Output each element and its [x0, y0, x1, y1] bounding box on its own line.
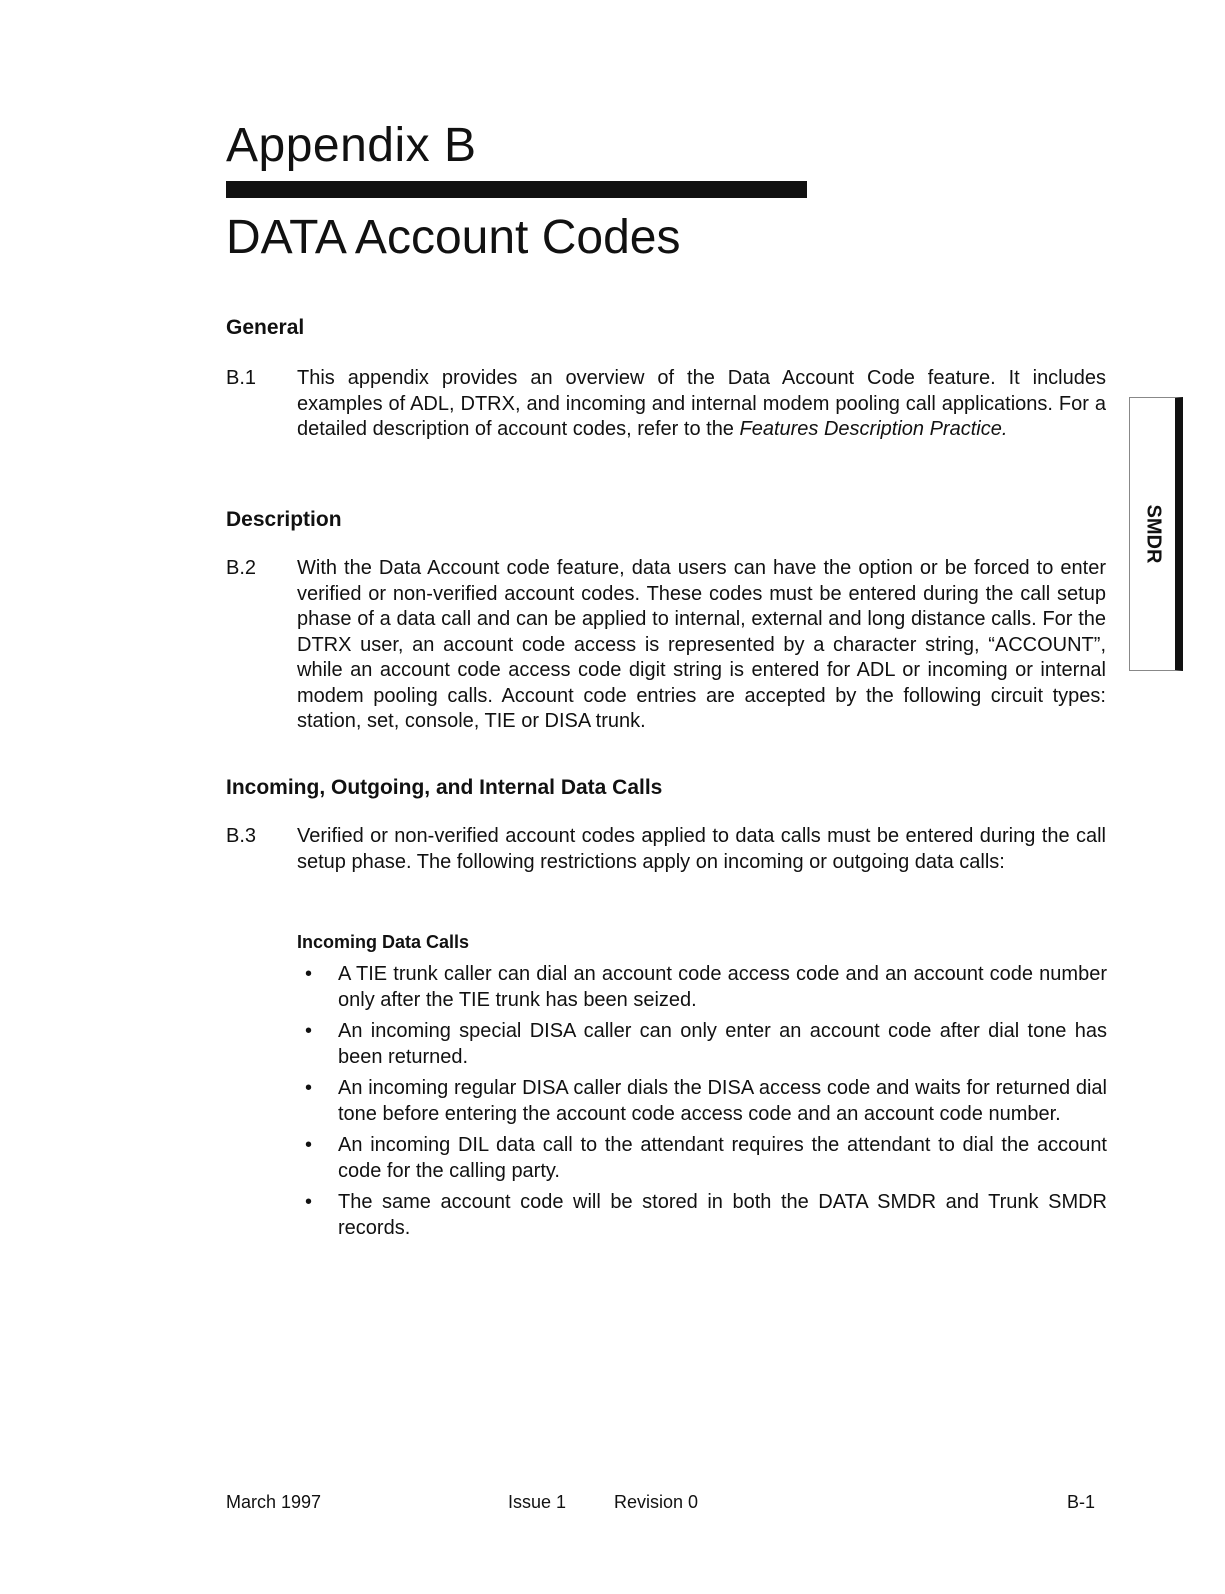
list-item: • The same account code will be stored in both the DATA SMDR and Trunk SMDR records.	[305, 1191, 1107, 1239]
list-item: • An incoming DIL data call to the attendant requires the attendant to dial the account code for the calling party.	[305, 1134, 1107, 1182]
paragraph-number: B.2	[226, 557, 257, 579]
paragraph-text: With the Data Account code feature, data users can have the option or be forced to enter verified or non-verified account codes. These codes must be entered during the call setup phase of a data call and can be applied to internal, external and long distance calls. For the DTRX user, an account code access is represented by a character string, “ACCOUNT”, while an account code access code digit string is entered for ADL or incoming or internal modem pooling calls. Account code entries are accepted by the following circuit types: station, set, console, TIE or DISA trunk.	[297, 557, 1106, 732]
bullet-icon: •	[305, 1020, 313, 1042]
footer-page-number: B-1	[1067, 1492, 1096, 1512]
paragraph-number: B.1	[226, 367, 257, 389]
section-heading-general: General	[226, 316, 305, 339]
footer-revision: Revision 0	[614, 1492, 699, 1512]
paragraph-b1	[226, 366, 1106, 443]
bullet-icon: •	[305, 1191, 313, 1213]
footer-issue: Issue 1	[508, 1492, 567, 1512]
side-tab-label: SMDR	[1142, 504, 1164, 564]
appendix-label: Appendix B	[226, 119, 477, 172]
bullet-icon: •	[305, 963, 313, 985]
subheading-incoming-data-calls: Incoming Data Calls	[297, 932, 470, 952]
section-heading-data-calls: Incoming, Outgoing, and Internal Data Calls	[226, 776, 663, 799]
paragraph-b3	[226, 824, 1106, 875]
footer-date: March 1997	[226, 1492, 322, 1512]
side-tab-smdr	[1129, 397, 1183, 671]
title-rule	[226, 181, 807, 198]
paragraph-text: Verified or non-verified account codes applied to data calls must be entered during the call setup phase. The following restrictions apply on incoming or outgoing data calls:	[297, 825, 1106, 873]
features-description-reference: Features Description Practice.	[739, 418, 1008, 440]
bullet-icon: •	[305, 1077, 313, 1099]
list-item: • An incoming special DISA caller can only enter an account code after dial tone has been returned.	[305, 1020, 1107, 1068]
list-item: • A TIE trunk caller can dial an account code access code and an account code number only after the TIE trunk has been seized.	[305, 963, 1107, 1011]
paragraph-b2	[226, 556, 1106, 735]
section-heading-description: Description	[226, 508, 342, 531]
incoming-calls-list	[297, 962, 1107, 1247]
paragraph-text: This appendix provides an overview of the Data Account Code feature. It includes examples of ADL, DTRX, and incoming and internal modem pooling call applications. For a detailed description of account codes, refer to the Features Description Practice.	[297, 367, 1106, 440]
bullet-icon: •	[305, 1134, 313, 1156]
list-item: • An incoming regular DISA caller dials the DISA access code and waits for returned dial tone before entering the account code access code and an account code number.	[305, 1077, 1107, 1125]
paragraph-number: B.3	[226, 825, 257, 847]
page-title: DATA Account Codes	[226, 211, 681, 264]
